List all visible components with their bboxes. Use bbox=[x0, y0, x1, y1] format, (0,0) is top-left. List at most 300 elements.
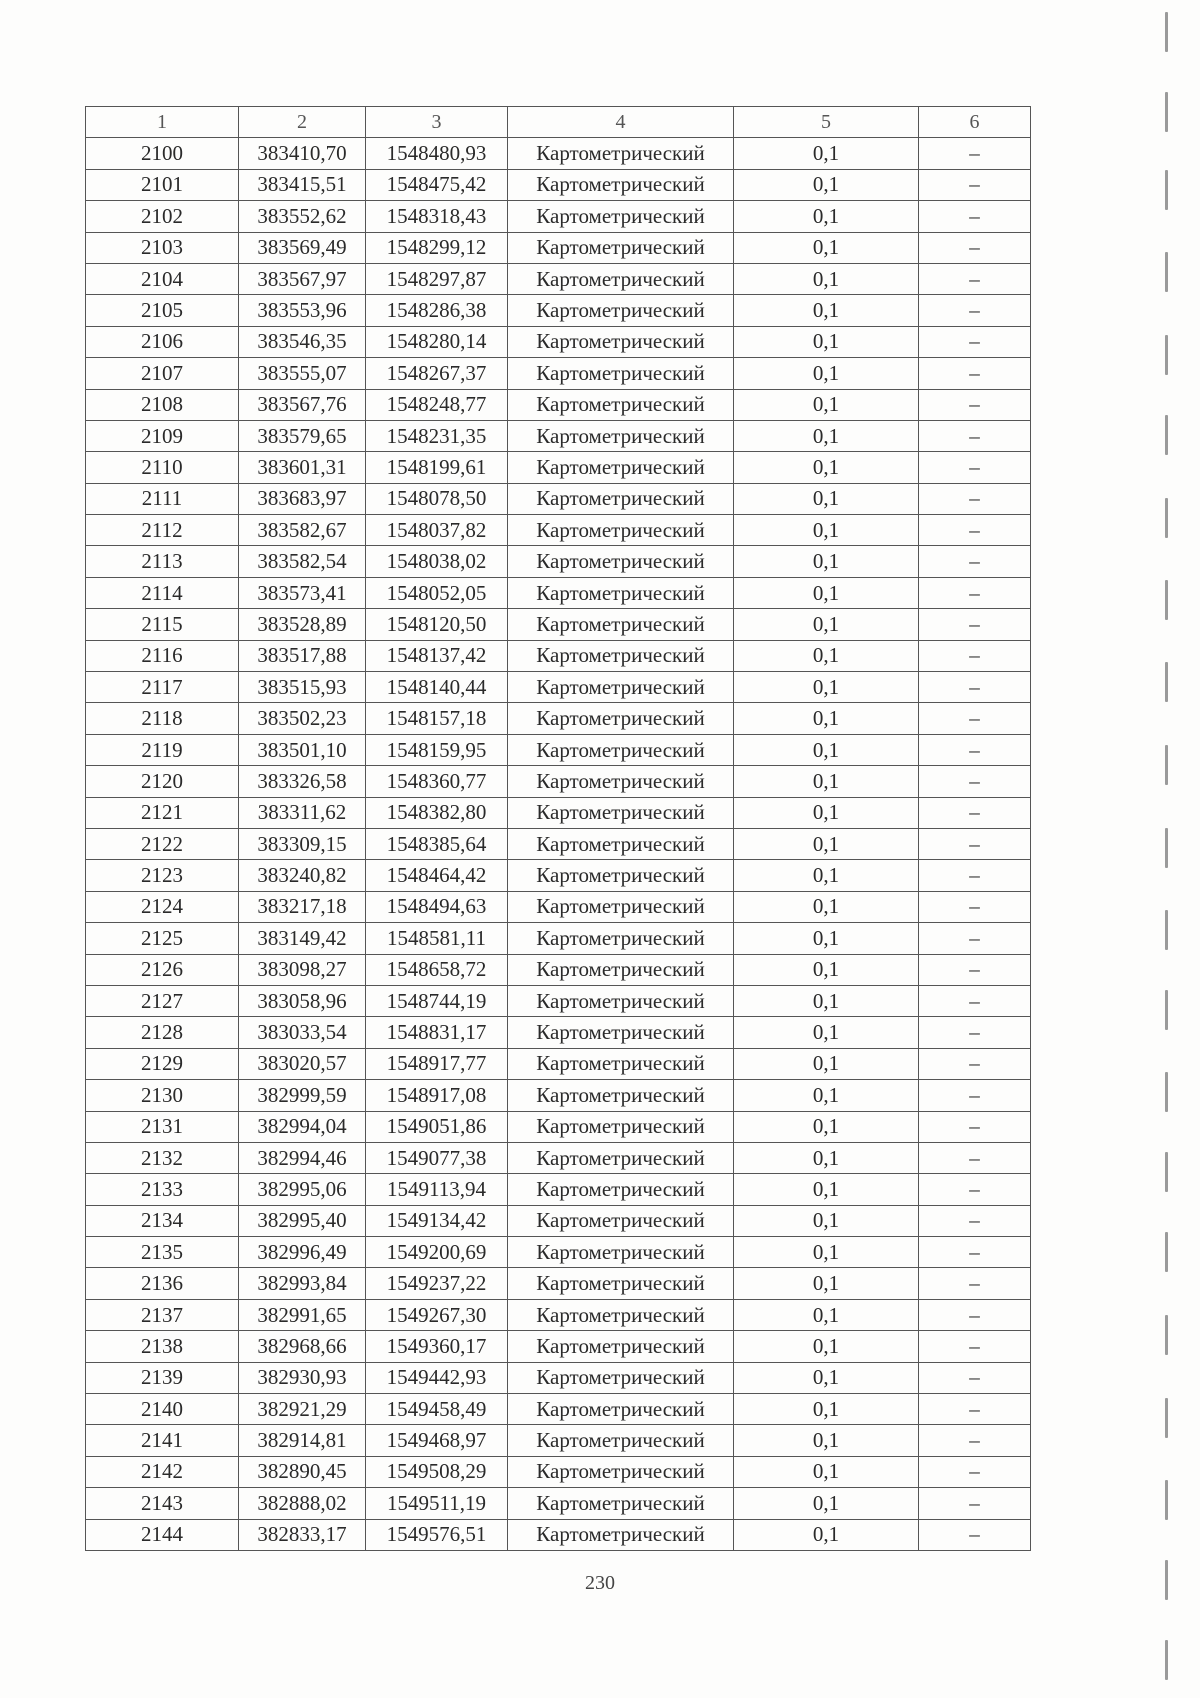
x-coordinate-cell: 382994,46 bbox=[239, 1142, 366, 1173]
accuracy-cell: 0,1 bbox=[734, 860, 919, 891]
x-coordinate-cell: 383240,82 bbox=[239, 860, 366, 891]
table-row bbox=[86, 1174, 1031, 1205]
method-cell: Картометрический bbox=[508, 169, 734, 200]
y-coordinate-cell: 1548267,37 bbox=[366, 358, 508, 389]
note-cell: – bbox=[919, 546, 1031, 577]
accuracy-cell: 0,1 bbox=[734, 672, 919, 703]
method-cell: Картометрический bbox=[508, 672, 734, 703]
note-cell: – bbox=[919, 138, 1031, 169]
point-number-cell: 2112 bbox=[86, 515, 239, 546]
method-cell: Картометрический bbox=[508, 326, 734, 357]
x-coordinate-cell: 382921,29 bbox=[239, 1394, 366, 1425]
point-number-cell: 2127 bbox=[86, 985, 239, 1016]
y-coordinate-cell: 1548280,14 bbox=[366, 326, 508, 357]
note-cell: – bbox=[919, 766, 1031, 797]
accuracy-cell: 0,1 bbox=[734, 420, 919, 451]
note-cell: – bbox=[919, 860, 1031, 891]
accuracy-cell: 0,1 bbox=[734, 577, 919, 608]
method-cell: Картометрический bbox=[508, 985, 734, 1016]
note-cell: – bbox=[919, 1394, 1031, 1425]
y-coordinate-cell: 1549576,51 bbox=[366, 1519, 508, 1550]
table-row bbox=[86, 891, 1031, 922]
method-cell: Картометрический bbox=[508, 483, 734, 514]
point-number-cell: 2111 bbox=[86, 483, 239, 514]
accuracy-cell: 0,1 bbox=[734, 358, 919, 389]
x-coordinate-cell: 383410,70 bbox=[239, 138, 366, 169]
table-row bbox=[86, 766, 1031, 797]
accuracy-cell: 0,1 bbox=[734, 797, 919, 828]
accuracy-cell: 0,1 bbox=[734, 169, 919, 200]
accuracy-cell: 0,1 bbox=[734, 766, 919, 797]
x-coordinate-cell: 382995,40 bbox=[239, 1205, 366, 1236]
x-coordinate-cell: 383569,49 bbox=[239, 232, 366, 263]
column-header-1: 1 bbox=[86, 107, 239, 138]
method-cell: Картометрический bbox=[508, 1362, 734, 1393]
method-cell: Картометрический bbox=[508, 1299, 734, 1330]
point-number-cell: 2140 bbox=[86, 1394, 239, 1425]
x-coordinate-cell: 382994,04 bbox=[239, 1111, 366, 1142]
point-number-cell: 2102 bbox=[86, 201, 239, 232]
accuracy-cell: 0,1 bbox=[734, 734, 919, 765]
x-coordinate-cell: 382996,49 bbox=[239, 1237, 366, 1268]
accuracy-cell: 0,1 bbox=[734, 295, 919, 326]
method-cell: Картометрический bbox=[508, 1048, 734, 1079]
point-number-cell: 2118 bbox=[86, 703, 239, 734]
accuracy-cell: 0,1 bbox=[734, 1048, 919, 1079]
note-cell: – bbox=[919, 420, 1031, 451]
x-coordinate-cell: 383567,76 bbox=[239, 389, 366, 420]
note-cell: – bbox=[919, 232, 1031, 263]
x-coordinate-cell: 383020,57 bbox=[239, 1048, 366, 1079]
table-row bbox=[86, 828, 1031, 859]
table-row bbox=[86, 923, 1031, 954]
y-coordinate-cell: 1548078,50 bbox=[366, 483, 508, 514]
table-row bbox=[86, 326, 1031, 357]
accuracy-cell: 0,1 bbox=[734, 985, 919, 1016]
accuracy-cell: 0,1 bbox=[734, 483, 919, 514]
note-cell: – bbox=[919, 609, 1031, 640]
method-cell: Картометрический bbox=[508, 1519, 734, 1550]
y-coordinate-cell: 1548917,77 bbox=[366, 1048, 508, 1079]
accuracy-cell: 0,1 bbox=[734, 640, 919, 671]
note-cell: – bbox=[919, 515, 1031, 546]
x-coordinate-cell: 382995,06 bbox=[239, 1174, 366, 1205]
note-cell: – bbox=[919, 201, 1031, 232]
note-cell: – bbox=[919, 703, 1031, 734]
table-row bbox=[86, 1268, 1031, 1299]
table-body bbox=[86, 138, 1031, 1551]
note-cell: – bbox=[919, 1142, 1031, 1173]
y-coordinate-cell: 1549200,69 bbox=[366, 1237, 508, 1268]
y-coordinate-cell: 1549134,42 bbox=[366, 1205, 508, 1236]
point-number-cell: 2121 bbox=[86, 797, 239, 828]
y-coordinate-cell: 1549113,94 bbox=[366, 1174, 508, 1205]
point-number-cell: 2134 bbox=[86, 1205, 239, 1236]
accuracy-cell: 0,1 bbox=[734, 891, 919, 922]
x-coordinate-cell: 383098,27 bbox=[239, 954, 366, 985]
y-coordinate-cell: 1548385,64 bbox=[366, 828, 508, 859]
note-cell: – bbox=[919, 1456, 1031, 1487]
accuracy-cell: 0,1 bbox=[734, 1017, 919, 1048]
point-number-cell: 2139 bbox=[86, 1362, 239, 1393]
y-coordinate-cell: 1548157,18 bbox=[366, 703, 508, 734]
x-coordinate-cell: 383033,54 bbox=[239, 1017, 366, 1048]
table-row bbox=[86, 640, 1031, 671]
accuracy-cell: 0,1 bbox=[734, 828, 919, 859]
x-coordinate-cell: 382993,84 bbox=[239, 1268, 366, 1299]
table-row bbox=[86, 1299, 1031, 1330]
table-row bbox=[86, 1237, 1031, 1268]
method-cell: Картометрический bbox=[508, 389, 734, 420]
point-number-cell: 2117 bbox=[86, 672, 239, 703]
note-cell: – bbox=[919, 923, 1031, 954]
method-cell: Картометрический bbox=[508, 1268, 734, 1299]
accuracy-cell: 0,1 bbox=[734, 609, 919, 640]
point-number-cell: 2126 bbox=[86, 954, 239, 985]
x-coordinate-cell: 382991,65 bbox=[239, 1299, 366, 1330]
y-coordinate-cell: 1548137,42 bbox=[366, 640, 508, 671]
note-cell: – bbox=[919, 797, 1031, 828]
accuracy-cell: 0,1 bbox=[734, 452, 919, 483]
x-coordinate-cell: 383552,62 bbox=[239, 201, 366, 232]
method-cell: Картометрический bbox=[508, 1174, 734, 1205]
table-row bbox=[86, 1488, 1031, 1519]
point-number-cell: 2110 bbox=[86, 452, 239, 483]
y-coordinate-cell: 1549458,49 bbox=[366, 1394, 508, 1425]
table-row bbox=[86, 420, 1031, 451]
note-cell: – bbox=[919, 1017, 1031, 1048]
x-coordinate-cell: 383555,07 bbox=[239, 358, 366, 389]
accuracy-cell: 0,1 bbox=[734, 1362, 919, 1393]
accuracy-cell: 0,1 bbox=[734, 1080, 919, 1111]
method-cell: Картометрический bbox=[508, 295, 734, 326]
x-coordinate-cell: 383528,89 bbox=[239, 609, 366, 640]
x-coordinate-cell: 383601,31 bbox=[239, 452, 366, 483]
point-number-cell: 2120 bbox=[86, 766, 239, 797]
y-coordinate-cell: 1548494,63 bbox=[366, 891, 508, 922]
y-coordinate-cell: 1548297,87 bbox=[366, 263, 508, 294]
y-coordinate-cell: 1548120,50 bbox=[366, 609, 508, 640]
method-cell: Картометрический bbox=[508, 954, 734, 985]
method-cell: Картометрический bbox=[508, 1017, 734, 1048]
y-coordinate-cell: 1548581,11 bbox=[366, 923, 508, 954]
y-coordinate-cell: 1548831,17 bbox=[366, 1017, 508, 1048]
table-row bbox=[86, 954, 1031, 985]
accuracy-cell: 0,1 bbox=[734, 1394, 919, 1425]
x-coordinate-cell: 383058,96 bbox=[239, 985, 366, 1016]
note-cell: – bbox=[919, 1174, 1031, 1205]
method-cell: Картометрический bbox=[508, 420, 734, 451]
y-coordinate-cell: 1549360,17 bbox=[366, 1331, 508, 1362]
y-coordinate-cell: 1548038,02 bbox=[366, 546, 508, 577]
x-coordinate-cell: 383309,15 bbox=[239, 828, 366, 859]
note-cell: – bbox=[919, 954, 1031, 985]
method-cell: Картометрический bbox=[508, 734, 734, 765]
table-row bbox=[86, 295, 1031, 326]
accuracy-cell: 0,1 bbox=[734, 1425, 919, 1456]
point-number-cell: 2135 bbox=[86, 1237, 239, 1268]
point-number-cell: 2137 bbox=[86, 1299, 239, 1330]
method-cell: Картометрический bbox=[508, 703, 734, 734]
y-coordinate-cell: 1548159,95 bbox=[366, 734, 508, 765]
table-row bbox=[86, 860, 1031, 891]
table-row bbox=[86, 797, 1031, 828]
table-row bbox=[86, 138, 1031, 169]
method-cell: Картометрический bbox=[508, 1142, 734, 1173]
x-coordinate-cell: 382930,93 bbox=[239, 1362, 366, 1393]
point-number-cell: 2132 bbox=[86, 1142, 239, 1173]
x-coordinate-cell: 383515,93 bbox=[239, 672, 366, 703]
method-cell: Картометрический bbox=[508, 923, 734, 954]
accuracy-cell: 0,1 bbox=[734, 138, 919, 169]
y-coordinate-cell: 1548299,12 bbox=[366, 232, 508, 263]
note-cell: – bbox=[919, 1048, 1031, 1079]
note-cell: – bbox=[919, 577, 1031, 608]
column-header-5: 5 bbox=[734, 107, 919, 138]
y-coordinate-cell: 1549511,19 bbox=[366, 1488, 508, 1519]
table-row bbox=[86, 1394, 1031, 1425]
method-cell: Картометрический bbox=[508, 452, 734, 483]
y-coordinate-cell: 1548475,42 bbox=[366, 169, 508, 200]
method-cell: Картометрический bbox=[508, 358, 734, 389]
accuracy-cell: 0,1 bbox=[734, 1205, 919, 1236]
method-cell: Картометрический bbox=[508, 860, 734, 891]
accuracy-cell: 0,1 bbox=[734, 1299, 919, 1330]
table-row bbox=[86, 703, 1031, 734]
method-cell: Картометрический bbox=[508, 263, 734, 294]
note-cell: – bbox=[919, 1205, 1031, 1236]
method-cell: Картометрический bbox=[508, 1488, 734, 1519]
note-cell: – bbox=[919, 1425, 1031, 1456]
method-cell: Картометрический bbox=[508, 1331, 734, 1362]
x-coordinate-cell: 383149,42 bbox=[239, 923, 366, 954]
method-cell: Картометрический bbox=[508, 577, 734, 608]
table-row bbox=[86, 609, 1031, 640]
note-cell: – bbox=[919, 672, 1031, 703]
table-row bbox=[86, 1362, 1031, 1393]
y-coordinate-cell: 1549267,30 bbox=[366, 1299, 508, 1330]
x-coordinate-cell: 383326,58 bbox=[239, 766, 366, 797]
y-coordinate-cell: 1548199,61 bbox=[366, 452, 508, 483]
method-cell: Картометрический bbox=[508, 609, 734, 640]
point-number-cell: 2143 bbox=[86, 1488, 239, 1519]
note-cell: – bbox=[919, 483, 1031, 514]
y-coordinate-cell: 1548286,38 bbox=[366, 295, 508, 326]
point-number-cell: 2123 bbox=[86, 860, 239, 891]
method-cell: Картометрический bbox=[508, 828, 734, 859]
table-row bbox=[86, 577, 1031, 608]
y-coordinate-cell: 1548658,72 bbox=[366, 954, 508, 985]
column-header-2: 2 bbox=[239, 107, 366, 138]
point-number-cell: 2103 bbox=[86, 232, 239, 263]
accuracy-cell: 0,1 bbox=[734, 1142, 919, 1173]
method-cell: Картометрический bbox=[508, 138, 734, 169]
method-cell: Картометрический bbox=[508, 515, 734, 546]
accuracy-cell: 0,1 bbox=[734, 1488, 919, 1519]
y-coordinate-cell: 1549442,93 bbox=[366, 1362, 508, 1393]
point-number-cell: 2125 bbox=[86, 923, 239, 954]
x-coordinate-cell: 383582,54 bbox=[239, 546, 366, 577]
table-row bbox=[86, 985, 1031, 1016]
x-coordinate-cell: 382890,45 bbox=[239, 1456, 366, 1487]
table-row bbox=[86, 389, 1031, 420]
y-coordinate-cell: 1548360,77 bbox=[366, 766, 508, 797]
y-coordinate-cell: 1548052,05 bbox=[366, 577, 508, 608]
point-number-cell: 2115 bbox=[86, 609, 239, 640]
note-cell: – bbox=[919, 985, 1031, 1016]
point-number-cell: 2107 bbox=[86, 358, 239, 389]
accuracy-cell: 0,1 bbox=[734, 1237, 919, 1268]
point-number-cell: 2142 bbox=[86, 1456, 239, 1487]
table-row bbox=[86, 1331, 1031, 1362]
note-cell: – bbox=[919, 1299, 1031, 1330]
x-coordinate-cell: 382833,17 bbox=[239, 1519, 366, 1550]
y-coordinate-cell: 1548480,93 bbox=[366, 138, 508, 169]
x-coordinate-cell: 383415,51 bbox=[239, 169, 366, 200]
x-coordinate-cell: 383683,97 bbox=[239, 483, 366, 514]
accuracy-cell: 0,1 bbox=[734, 1331, 919, 1362]
note-cell: – bbox=[919, 1331, 1031, 1362]
note-cell: – bbox=[919, 389, 1031, 420]
method-cell: Картометрический bbox=[508, 1080, 734, 1111]
point-number-cell: 2141 bbox=[86, 1425, 239, 1456]
note-cell: – bbox=[919, 1080, 1031, 1111]
point-number-cell: 2108 bbox=[86, 389, 239, 420]
y-coordinate-cell: 1549077,38 bbox=[366, 1142, 508, 1173]
x-coordinate-cell: 383311,62 bbox=[239, 797, 366, 828]
note-cell: – bbox=[919, 828, 1031, 859]
y-coordinate-cell: 1548140,44 bbox=[366, 672, 508, 703]
x-coordinate-cell: 383546,35 bbox=[239, 326, 366, 357]
table-row bbox=[86, 1080, 1031, 1111]
table-row bbox=[86, 672, 1031, 703]
note-cell: – bbox=[919, 358, 1031, 389]
x-coordinate-cell: 383517,88 bbox=[239, 640, 366, 671]
y-coordinate-cell: 1548464,42 bbox=[366, 860, 508, 891]
method-cell: Картометрический bbox=[508, 232, 734, 263]
y-coordinate-cell: 1549468,97 bbox=[366, 1425, 508, 1456]
note-cell: – bbox=[919, 169, 1031, 200]
point-number-cell: 2144 bbox=[86, 1519, 239, 1550]
table-row bbox=[86, 169, 1031, 200]
table-row bbox=[86, 1205, 1031, 1236]
method-cell: Картометрический bbox=[508, 1425, 734, 1456]
point-number-cell: 2113 bbox=[86, 546, 239, 577]
table-row bbox=[86, 734, 1031, 765]
point-number-cell: 2106 bbox=[86, 326, 239, 357]
note-cell: – bbox=[919, 1111, 1031, 1142]
column-header-4: 4 bbox=[508, 107, 734, 138]
table-row bbox=[86, 452, 1031, 483]
x-coordinate-cell: 383579,65 bbox=[239, 420, 366, 451]
accuracy-cell: 0,1 bbox=[734, 201, 919, 232]
point-number-cell: 2131 bbox=[86, 1111, 239, 1142]
accuracy-cell: 0,1 bbox=[734, 1519, 919, 1550]
x-coordinate-cell: 383573,41 bbox=[239, 577, 366, 608]
note-cell: – bbox=[919, 1488, 1031, 1519]
point-number-cell: 2119 bbox=[86, 734, 239, 765]
note-cell: – bbox=[919, 640, 1031, 671]
accuracy-cell: 0,1 bbox=[734, 232, 919, 263]
page-number: 230 bbox=[585, 1572, 615, 1594]
point-number-cell: 2128 bbox=[86, 1017, 239, 1048]
method-cell: Картометрический bbox=[508, 640, 734, 671]
y-coordinate-cell: 1548318,43 bbox=[366, 201, 508, 232]
y-coordinate-cell: 1548231,35 bbox=[366, 420, 508, 451]
x-coordinate-cell: 382968,66 bbox=[239, 1331, 366, 1362]
y-coordinate-cell: 1548248,77 bbox=[366, 389, 508, 420]
accuracy-cell: 0,1 bbox=[734, 546, 919, 577]
accuracy-cell: 0,1 bbox=[734, 515, 919, 546]
accuracy-cell: 0,1 bbox=[734, 1111, 919, 1142]
accuracy-cell: 0,1 bbox=[734, 1268, 919, 1299]
method-cell: Картометрический bbox=[508, 1111, 734, 1142]
point-number-cell: 2114 bbox=[86, 577, 239, 608]
accuracy-cell: 0,1 bbox=[734, 923, 919, 954]
x-coordinate-cell: 383502,23 bbox=[239, 703, 366, 734]
table-row bbox=[86, 483, 1031, 514]
table-row bbox=[86, 232, 1031, 263]
point-number-cell: 2100 bbox=[86, 138, 239, 169]
y-coordinate-cell: 1549237,22 bbox=[366, 1268, 508, 1299]
accuracy-cell: 0,1 bbox=[734, 389, 919, 420]
note-cell: – bbox=[919, 452, 1031, 483]
y-coordinate-cell: 1549051,86 bbox=[366, 1111, 508, 1142]
table-row bbox=[86, 1456, 1031, 1487]
accuracy-cell: 0,1 bbox=[734, 954, 919, 985]
point-number-cell: 2133 bbox=[86, 1174, 239, 1205]
accuracy-cell: 0,1 bbox=[734, 1456, 919, 1487]
point-number-cell: 2130 bbox=[86, 1080, 239, 1111]
method-cell: Картометрический bbox=[508, 1456, 734, 1487]
y-coordinate-cell: 1548037,82 bbox=[366, 515, 508, 546]
method-cell: Картометрический bbox=[508, 201, 734, 232]
note-cell: – bbox=[919, 1268, 1031, 1299]
x-coordinate-cell: 382999,59 bbox=[239, 1080, 366, 1111]
table-row bbox=[86, 1111, 1031, 1142]
table-row bbox=[86, 1519, 1031, 1550]
method-cell: Картометрический bbox=[508, 1394, 734, 1425]
x-coordinate-cell: 383217,18 bbox=[239, 891, 366, 922]
method-cell: Картометрический bbox=[508, 766, 734, 797]
point-number-cell: 2124 bbox=[86, 891, 239, 922]
column-header-3: 3 bbox=[366, 107, 508, 138]
method-cell: Картометрический bbox=[508, 797, 734, 828]
table-row bbox=[86, 515, 1031, 546]
method-cell: Картометрический bbox=[508, 891, 734, 922]
table-row bbox=[86, 546, 1031, 577]
accuracy-cell: 0,1 bbox=[734, 703, 919, 734]
x-coordinate-cell: 383567,97 bbox=[239, 263, 366, 294]
note-cell: – bbox=[919, 326, 1031, 357]
x-coordinate-cell: 383553,96 bbox=[239, 295, 366, 326]
table-row bbox=[86, 263, 1031, 294]
point-number-cell: 2105 bbox=[86, 295, 239, 326]
x-coordinate-cell: 382888,02 bbox=[239, 1488, 366, 1519]
point-number-cell: 2116 bbox=[86, 640, 239, 671]
table-row bbox=[86, 201, 1031, 232]
table-row bbox=[86, 1048, 1031, 1079]
note-cell: – bbox=[919, 734, 1031, 765]
table-row bbox=[86, 1425, 1031, 1456]
point-number-cell: 2122 bbox=[86, 828, 239, 859]
table-row bbox=[86, 1142, 1031, 1173]
accuracy-cell: 0,1 bbox=[734, 263, 919, 294]
accuracy-cell: 0,1 bbox=[734, 1174, 919, 1205]
point-number-cell: 2104 bbox=[86, 263, 239, 294]
note-cell: – bbox=[919, 1519, 1031, 1550]
point-number-cell: 2129 bbox=[86, 1048, 239, 1079]
